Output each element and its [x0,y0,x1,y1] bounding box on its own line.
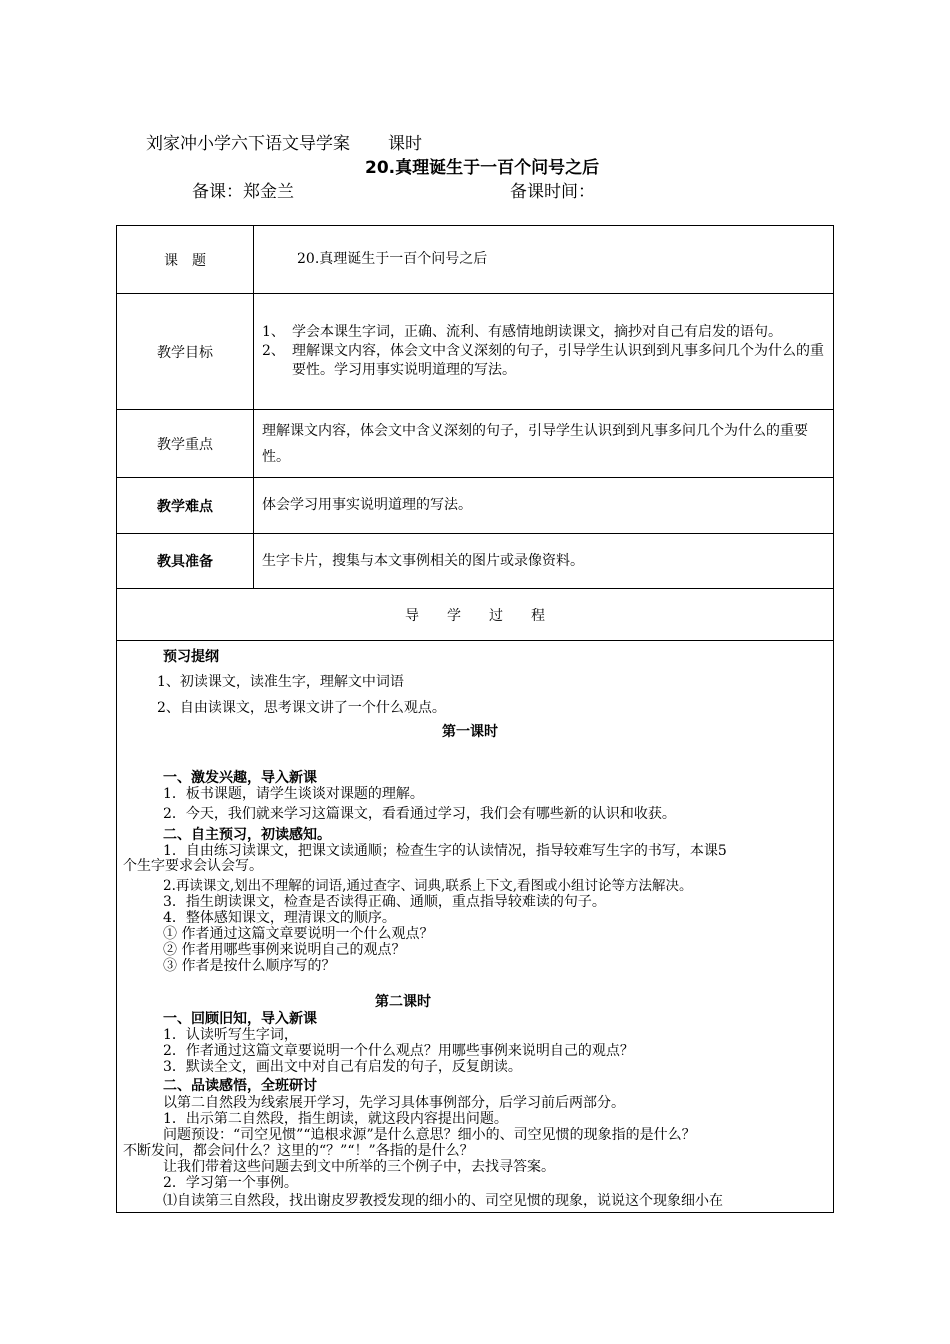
process-header: 导 学 过 程 [405,608,545,624]
section-title: 一、回顾旧知，导入新课 [163,1011,317,1027]
lesson-info-table [116,225,834,641]
step-text: 不断发问，都会问什么？这里的“？”“！”各指的是什么？ [123,1143,474,1159]
lesson1-title: 第一课时 [442,724,498,740]
step-text: 2．今天，我们就来学习这篇课文，看看通过学习，我们会有哪些新的认识和收获。 [163,806,676,822]
materials-label: 教具准备 [117,534,254,588]
preview-item: 2、自由读课文，思考课文讲了一个什么观点。 [157,700,446,716]
prep-time-label: 备课时间： [510,182,595,202]
key-row [117,410,833,478]
lesson2-title: 第二课时 [375,994,431,1010]
materials-value: 生字卡片，搜集与本文事例相关的图片或录像资料。 [262,552,584,569]
question-text: ② 作者用哪些事例来说明自己的观点？ [163,942,406,958]
section-title: 二、自主预习，初读感知。 [163,827,331,843]
preview-item: 1、初读课文，读准生字，理解文中词语 [157,674,404,690]
goal-item [262,342,827,380]
goals-row [117,294,833,410]
process-section [116,641,834,1213]
goal-text: 理解课文内容，体会文中含义深刻的句子，引导学生认识到到凡事多问几个为什么的重要性。学习用事实说明道理的写法。 [292,343,824,378]
preview-title: 预习提纲 [163,649,219,665]
step-text: 2.再读课文,划出不理解的词语,通过查字、词典,联系上下文,看图或小组讨论等方法解决。 [163,878,693,894]
goal-number: 1、 [262,324,285,340]
step-text: 问题预设：“司空见惯”“追根求源”是什么意思？细小的、司空见惯的现象指的是什么？ [163,1127,696,1143]
topic-label: 课 题 [117,226,254,293]
goal-number: 2、 [262,343,285,359]
step-text: 3．指生朗读课文，检查是否读得正确、通顺，重点指导较难读的句子。 [163,894,606,910]
question-text: ③ 作者是按什么顺序写的？ [163,958,336,974]
step-text: ⑴自读第三自然段，找出谢皮罗教授发现的细小的、司空见惯的现象，说说这个现象细小在 [163,1193,723,1209]
period-label: 课时 [388,134,422,154]
topic-value: 20.真理诞生于一百个问号之后 [297,251,488,267]
step-text: 1．认读听写生字词， [163,1027,298,1043]
step-text: 以第二自然段为线索展开学习，先学习具体事例部分，后学习前后两部分。 [163,1095,625,1111]
difficulty-label: 教学难点 [117,478,254,533]
step-text: 3．默读全文，画出文中对自己有启发的句子，反复朗读。 [163,1059,522,1075]
difficulty-value: 体会学习用事实说明道理的写法。 [262,497,472,513]
section-title: 二、品读感悟，全班研讨 [163,1078,317,1094]
step-text: 1．出示第二自然段，指生朗读，就这段内容提出问题。 [163,1111,508,1127]
step-text: 1．板书课题，请学生谈谈对课题的理解。 [163,786,424,802]
step-text: 1．自由练习读课文，把课文读通顺；检查生字的认读情况，指导较难写生字的书写，本课5 [163,843,727,859]
topic-row [117,226,833,294]
page-title: 20.真理诞生于一百个问号之后 [365,158,600,178]
difficulty-row [117,478,833,534]
goals-label: 教学目标 [117,294,254,409]
goal-text: 学会本课生字词，正确、流利、有感情地朗读课文，摘抄对自己有启发的语句。 [292,324,782,340]
step-text: 让我们带着这些问题去到文中所举的三个例子中，去找寻答案。 [163,1159,555,1175]
materials-row [117,534,833,589]
step-text: 个生字要求会认会写。 [123,858,263,874]
step-text: 4．整体感知课文，理清课文的顺序。 [163,910,396,926]
preparer-label: 备课：郑金兰 [192,182,294,202]
school-label: 刘家冲小学六下语文导学案 [146,134,350,154]
key-value: 理解课文内容，体会文中含义深刻的句子，引导学生认识到到凡事多问几个为什么的重要性。 [262,422,808,465]
section-title: 一、激发兴趣，导入新课 [163,770,317,786]
goal-item [262,323,827,342]
question-text: ① 作者通过这篇文章要说明一个什么观点？ [163,926,434,942]
step-text: 2．作者通过这篇文章要说明一个什么观点？用哪些事例来说明自己的观点？ [163,1043,634,1059]
step-text: 2．学习第一个事例。 [163,1175,298,1191]
key-label: 教学重点 [117,410,254,477]
